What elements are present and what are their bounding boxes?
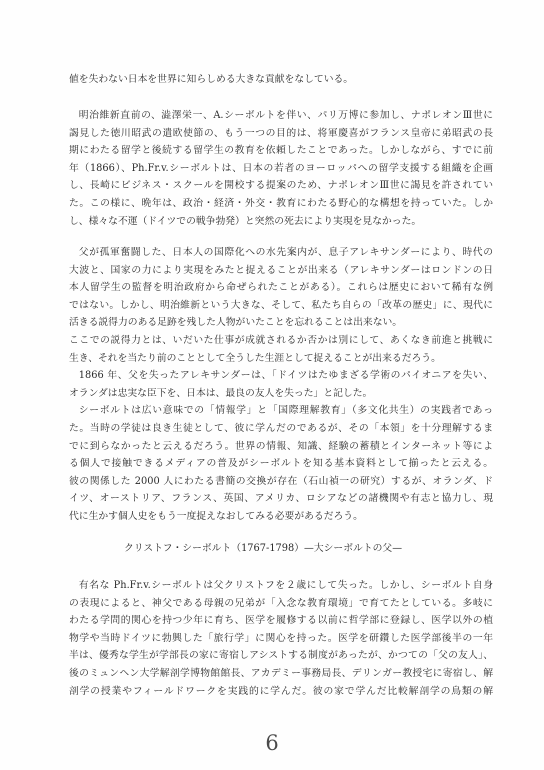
section-heading: クリストフ・シーボルト（1767-1798）—大シーボルトの父— xyxy=(124,543,403,554)
text-line: 期にわたる留学と後続する留学生の教育を依頼したことであった。しかしながら、すでに前 xyxy=(69,145,493,157)
text-line: 活きる説得力のある足跡を残した人物がいたことを忘れることは出来ない。 xyxy=(69,317,403,329)
text-line: る個人で接触できるメディアの普及がシーボルトを知る基本資料として揃ったと云える。 xyxy=(69,458,493,470)
text-line: シーボルトは広い意味での「情報学」と「国際理解教育」（多文化共生）の実践者であっ xyxy=(78,405,493,417)
text-line: 有名な Ph.Fr.v.シーボルトは父クリストフを２歳にして失った。しかし、シーボルト自身 xyxy=(78,580,493,591)
text-line: イツ、オーストリア、フランス、英国、アメリカ、ロシアなどの諸機関や有志と協力し、現 xyxy=(69,493,493,505)
text-line: た。この様に、晩年は、政治・経済・外交・教育にわたる野心的な構想を持っていた。しか xyxy=(69,197,493,209)
text-line: でに到らなかったと云えるだろう。世界の情報、知識、経験の蓄積とインターネット等によ xyxy=(69,440,493,452)
text-line: 謁見した徳川昭武の遣欧使節の、もう一つの目的は、将軍慶喜がフランス皇帝に弟昭武の長 xyxy=(69,127,493,139)
text-line: 1866 年、父を失ったアレキサンダーは、「ドイツはたゆまざる学術のパイオニアを失い、 xyxy=(78,370,493,382)
paragraph xyxy=(69,107,493,230)
paragraph xyxy=(69,244,493,526)
text-line: 代に生かす個人史をもう一度捉えなおしてみる必要があるだろう。 xyxy=(69,510,363,522)
text-line: 年（1866）、Ph.Fr.v.シーボルトは、日本の若者のヨーロッパへの留学支援する組織を企画 xyxy=(69,162,493,174)
text-line: た。当時の学徒は良き生徒として、彼に学んだのであるが、その「本領」を十分理解するま xyxy=(69,422,493,434)
text-line: 後のミュンヘン大学解剖学博物館館長、アカデミー事務局長、デリンガー教授宅に寄宿し、解 xyxy=(69,667,493,679)
text-line: 生き、それを当たり前のこととして全うした生涯として捉えることが出来るだろう。 xyxy=(69,352,441,364)
text-line: わたる学問的関心を持つ少年に育ち、医学を履修する以前に哲学部に登録し、医学以外の植 xyxy=(69,615,493,627)
paragraph xyxy=(69,577,493,700)
text-line: 本人留学生の監督を明治政府から命ぜられたことがある）。これらは歴史において稀有な例 xyxy=(69,282,493,294)
text-line: の表現によると、神父である母親の兄弟が「入念な教育環境」で育てたとしている。多岐に xyxy=(69,597,493,609)
text-line: 明治維新直前の、澁澤栄一、A.シーボルトを伴い、パリ万博に参加し、ナポレオンⅢ世に xyxy=(78,110,493,121)
text-line: オランダは忠実な臣下を、日本は、最良の友人を失った」と記した。 xyxy=(69,387,373,399)
page-number: 6 xyxy=(265,731,279,755)
text-line: ここでの説得力とは、いだいた仕事が成就されるか否かは別にして、あくなき前進と挑戦に xyxy=(69,334,493,346)
paragraph xyxy=(69,71,493,89)
text-line: 半は、優秀な学生が学部長の家に寄宿しアシストする制度があったが、かつての「父の友人」、 xyxy=(69,650,493,662)
text-line: 彼の関係した 2000 人にわたる書簡の交換が存在（石山禎一の研究）するが、オランダ、ド xyxy=(69,475,493,487)
text-line: 値を失わない日本を世界に知らしめる大きな貢献をなしている。 xyxy=(69,74,354,85)
text-line: し、様々な不運（ドイツでの戦争勃発）と突然の死去により実現を見なかった。 xyxy=(69,215,422,227)
text-line: ではない。しかし、明治維新という大きな、そして、私たち自らの「改革の歴史」に、現代に xyxy=(69,299,493,311)
text-line: 父が孤軍奮闘した、日本人の国際化への水先案内が、息子アレキサンダーにより、時代の xyxy=(78,247,493,258)
text-line: 剖学の授業やフィールドワークを実践的に学んだ。彼の家で学んだ比較解剖学の鳥類の解 xyxy=(69,685,493,697)
text-line: し、長崎にビジネス・スクールを開校する提案のため、ナポレオンⅢ世に謁見を許されてい xyxy=(69,180,493,192)
text-line: 物学や当時ドイツに勃興した「旅行学」に関心を持った。医学を研鑽した医学部後半の一年 xyxy=(69,632,493,644)
text-line: 大波と、国家の力により実現をみたと捉えることが出来る（アレキサンダーはロンドンの日 xyxy=(69,264,493,276)
